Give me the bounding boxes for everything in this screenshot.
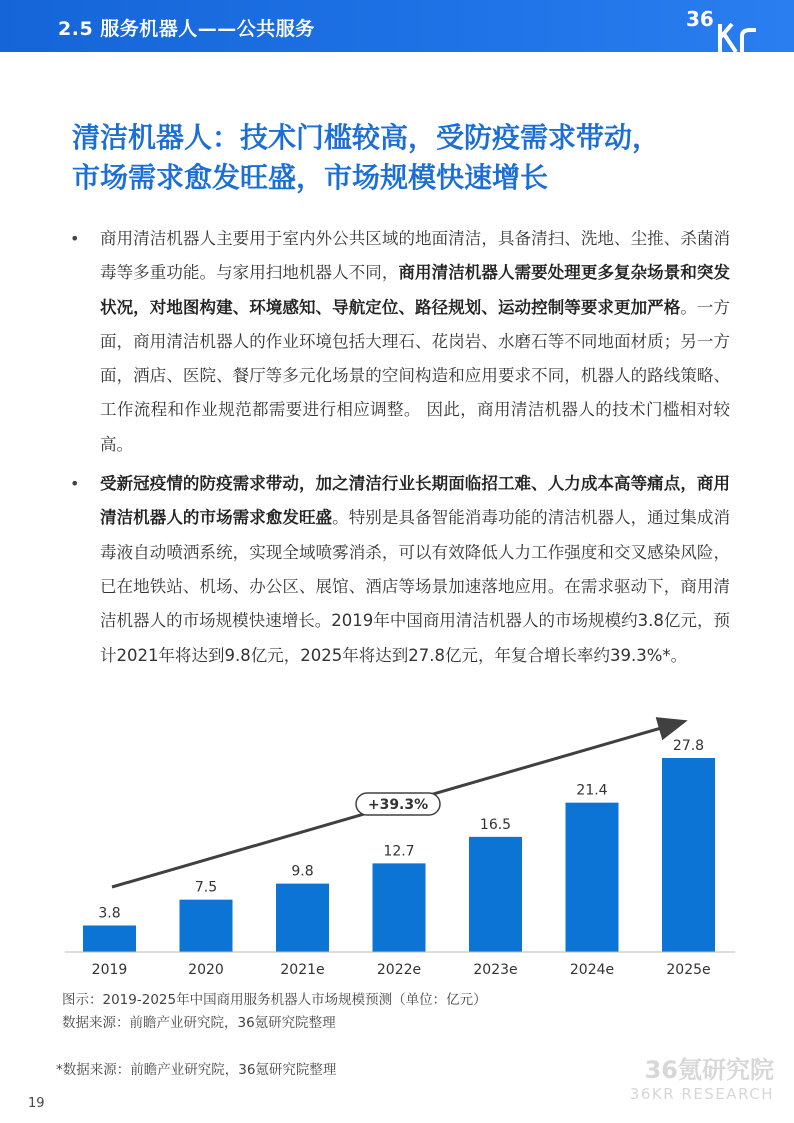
market-size-chart [60,712,740,982]
svg-text:36: 36 [686,7,714,31]
watermark [630,1056,774,1104]
footnote: *数据来源：前瞻产业研究院，36氪研究院整理 [56,1062,337,1078]
bullet-item [70,222,730,462]
bullet-list [70,222,730,673]
figure-caption: 图示：2019-2025年中国商用服务机器人市场规模预测（单位：亿元） [62,992,487,1008]
bar-2021e [276,884,329,952]
bar-2022e [373,863,426,952]
bullet-bold-text: 商用清洁机器人需要处理更多复杂场景和突发状况，对地图构建、环境感知、导航定位、路径规划、运动控制等要求更加严格 [100,263,731,317]
x-tick-label: 2022e [376,962,422,978]
source-caption: 数据来源：前瞻产业研究院，36氪研究院整理 [62,1015,336,1031]
bar-value-label: 16.5 [479,816,512,833]
x-tick-label: 2020 [188,962,224,978]
heading-line-1: 清洁机器人：技术门槛较高，受防疫需求带动， [72,121,661,154]
cagr-label: +39.3% [367,797,429,813]
bullet-text: 。特别是具备智能消毒功能的清洁机器人，通过集成消毒液自动喷洒系统，实现全域喷雾消杀，可以有效降低人力工作强度和交叉感染风险，已在地铁站、机场、办公区、展馆、酒店等场景加速落地应用。在需求驱动下，商用清洁机器人的市场规模快速增长。2019年中国商用清洁机器人的市场规模约3.8亿元，预计2021年将达到9.8亿元，2025年将达到27.8亿元，年复合增长率约39.3%*。 [100,508,731,665]
bar-2025e [662,758,715,952]
x-tick-label: 2019 [91,962,128,978]
x-tick-label: 2023e [473,962,518,978]
bullet-item [70,467,730,673]
x-tick-label: 2024e [569,962,615,978]
bar-2020 [180,900,233,952]
bullet-marker: • [70,229,80,248]
header-bar [0,0,794,52]
bars-group [83,738,715,952]
bullet-text: 商用清洁机器人主要用于室内外公共区域的地面清洁，具备清扫、洗地、尘推、杀菌消毒等多重功能。与家用扫地机器人不同， [100,229,730,283]
bar-value-label: 3.8 [98,905,121,922]
watermark-cn: 36氪研究院 [644,1056,774,1084]
x-tick-label: 2021e [280,962,325,978]
x-axis-labels [92,962,711,978]
page-heading [72,118,752,198]
bar-value-label: 27.8 [672,738,705,754]
bullet-marker: • [70,474,80,494]
cagr-annotation [356,793,440,815]
bar-value-label: 21.4 [576,782,608,799]
bar-2019 [83,925,136,952]
bar-value-label: 7.5 [194,879,218,896]
heading-line-2: 市场需求愈发旺盛，市场规模快速增长 [72,161,549,194]
bar-2024e [566,803,619,952]
bullet-text: 。一方面，商用清洁机器人的作业环境包括大理石、花岗岩、水磨石等不同地面材质；另一方面，酒店、医院、餐厅等多元化场景的空间构造和应用要求不同，机器人的路线策略、工作流程和作业规范都需要进行相应调整。 因此，商用清洁机器人的技术门槛相对较高。 [100,297,731,454]
x-tick-label: 2025e [666,962,711,978]
bar-value-label: 12.7 [383,843,415,860]
bar-chart-svg [60,712,740,982]
page-number: 19 [28,1096,45,1111]
bar-value-label: 9.8 [291,863,314,880]
watermark-en: 36KR RESEARCH [629,1085,774,1103]
bar-2023e [469,837,522,952]
bullet-bold-text: 受新冠疫情的防疫需求带动，加之清洁行业长期面临招工难、人力成本高等痛点，商用清洁机器人的市场需求愈发旺盛 [100,474,730,528]
section-title: 2.5 服务机器人——公共服务 [58,18,315,40]
brand-logo [680,2,790,52]
